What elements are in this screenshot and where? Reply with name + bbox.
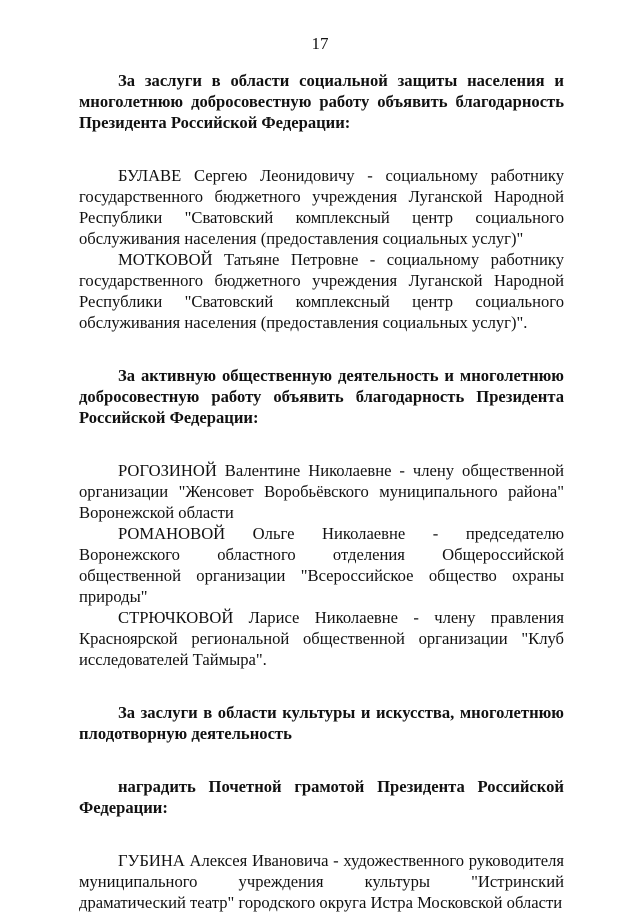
document-body: [79, 70, 564, 913]
section-heading: За заслуги в области социальной защиты населения и многолетнюю добросовестную работу объявить благодарность Президента Российской Федерации:: [79, 71, 564, 132]
page-number: 17: [311, 34, 329, 53]
section-heading: За заслуги в области культуры и искусства, многолетнюю плодотворную деятельность: [79, 703, 564, 743]
section-heading: За активную общественную деятельность и многолетнюю добросовестную работу объявить благодарность Президента Российской Федерации:: [79, 366, 564, 427]
award-entry: МОТКОВОЙ Татьяне Петровне - социальному работнику государственного бюджетного учреждения Луганской Народной Республики "Сватовский комплексный центр социального обслуживания населения (предоставления социальных услуг)".: [79, 250, 564, 332]
award-entry: РОМАНОВОЙ Ольге Николаевне - председателю Воронежского областного отделения Общероссийской общественной организации "Всероссийское общество охраны природы": [79, 524, 564, 606]
section-subheading: наградить Почетной грамотой Президента Российской Федерации:: [79, 777, 564, 817]
award-entry: БУЛАВЕ Сергею Леонидовичу - социальному работнику государственного бюджетного учреждения Луганской Народной Республики "Сватовский комплексный центр социального обслуживания населения (предоставления социальных услуг)": [79, 166, 564, 248]
award-entry: РОГОЗИНОЙ Валентине Николаевне - члену общественной организации "Женсовет Воробьёвского муниципального района" Воронежской области: [79, 461, 564, 522]
award-entry: ГУБИНА Алексея Ивановича - художественного руководителя муниципального учреждения культуры "Истринский драматический театр" городского округа Истра Московской области: [79, 851, 564, 912]
award-entry: СТРЮЧКОВОЙ Ларисе Николаевне - члену правления Красноярской региональной общественной организации "Клуб исследователей Таймыра".: [79, 608, 564, 669]
